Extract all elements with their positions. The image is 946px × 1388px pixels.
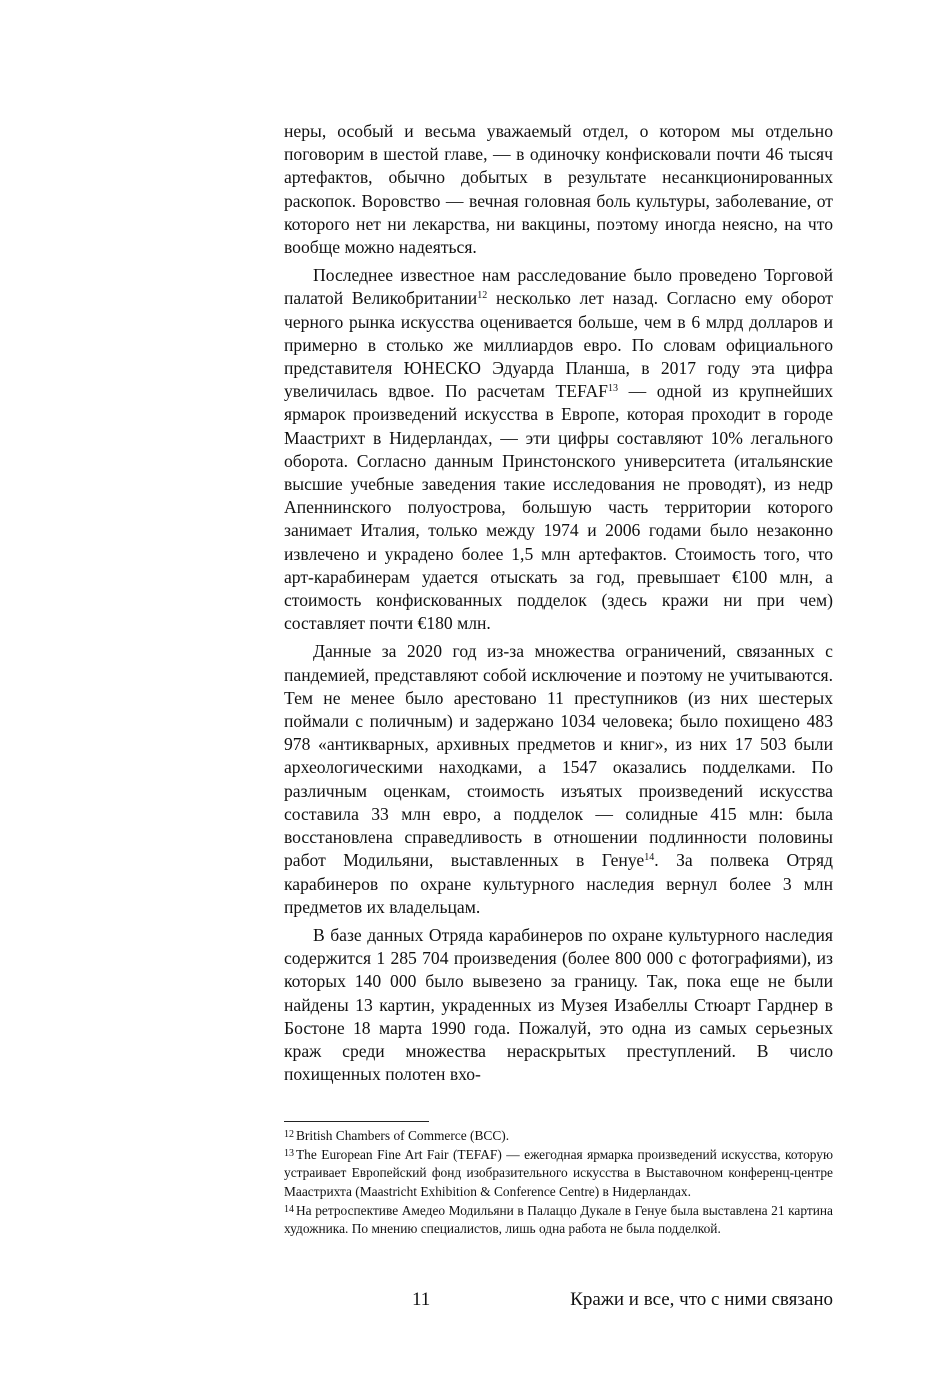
paragraph [284, 120, 833, 259]
footnote-text: На ретроспективе Амедео Модильяни в Палаццо Дукале в Генуе была выставлена 21 картина художника. По мнению специалистов, лишь одна работа не была подделкой. [284, 1202, 833, 1237]
footnote-reference[interactable]: 12 [477, 290, 488, 302]
main-text [284, 120, 833, 1086]
footnote-reference[interactable]: 14 [644, 852, 655, 864]
footnote [284, 1126, 833, 1145]
paragraph-text: — одной из крупнейших ярмарок произведений искусства в Европе, которая проходит в городе Маастрихт в Нидерландах, — эти цифры составляют 10% легального оборота. Согласно данным Принстонского университета (итальянские высшие учебные заведения такие исследования не проводят), из недр Апеннинского полуострова, большую часть территории которого занимает Италия, только между 1974 и 2006 годами было незаконно извлечено и украдено более 1,5 млн артефактов. Стоимость того, что арт-карабинерам удается отыскать за год, превышает €100 млн, а стоимость конфискованных подделок (здесь кражи ни при чем) составляет почти €180 млн. [284, 381, 833, 634]
page-number: 11 [412, 1289, 431, 1310]
footnote [284, 1201, 833, 1238]
paragraph-text: Данные за 2020 год из-за множества ограничений, связанных с пандемией, представляют собой исключение и поэтому не учитываются. Тем не менее было арестовано 11 преступников (из них шестерых поймали с поличным) и задержано 1034 человека; было похищено 483 978 «антикварных, архивных предметов и книг», из них 17 503 были археологическими находками, а 1547 оказались подделками. По различным оценкам, стоимость изъятых произведений искусства составила 33 млн евро, а подделок — солидные 415 млн: была восстановлена справедливость в отношении подлинности половины работ Модильяни, выставленных в Генуе [284, 641, 833, 871]
paragraph-text: несколько лет назад. Согласно ему оборот черного рынка искусства оценивается больше, чем в 6 млрд долларов и примерно в столько же миллиардов евро. По словам официального представителя ЮНЕСКО Эдуарда Планша, в 2017 году эта цифра увеличилась вдвое. По расчетам TEFAF [284, 288, 833, 402]
footnote-number: 12 [284, 1129, 294, 1140]
footnotes [284, 1126, 833, 1238]
footnote-number: 13 [284, 1148, 294, 1160]
footnote-separator [284, 1121, 429, 1122]
paragraph-text: неры, особый и весьма уважаемый отдел, о котором мы отдельно поговорим в шестой главе, — в одиночку конфисковали почти 46 тысяч артефактов, обычно добытых в результате несанкционированных раскопок. Воровство — вечная головная боль культуры, заболевание, от которого нет ни лекарства, ни вакцины, поэтому иногда неясно, на что вообще можно надеяться. [284, 121, 833, 258]
footnote-text: The European Fine Art Fair (TEFAF) — ежегодная ярмарка произведений искусства, которую устраивает Европейский фонд изобразительного искусства в Выставочном конференц-центре Маастрихта (Maastricht Exhibition & Conference Centre) в Нидерландах. [284, 1147, 833, 1199]
paragraph [284, 264, 833, 635]
footnote-number: 14 [284, 1203, 294, 1215]
paragraph [284, 924, 833, 1086]
footnote [284, 1145, 833, 1201]
paragraph [284, 640, 833, 918]
footnote-reference[interactable]: 13 [607, 383, 618, 395]
paragraph-text: . За полвека Отряд карабинеров по охране культурного наследия вернул более 3 млн предметов их владельцам. [284, 850, 834, 917]
paragraph-text: Последнее известное нам расследование было проведено Торговой палатой Великобритании [284, 265, 833, 309]
paragraph-text: В базе данных Отряда карабинеров по охране культурного наследия содержится 1 285 704 произведения (более 800 000 с фотографиями), из которых 140 000 было вывезено за границу. Так, пока еще не были найдены 13 картин, украденных из Музея Изабеллы Стюарт Гарднер в Бостоне 18 марта 1990 года. Пожалуй, это одна из самых серьезных краж среди множества нераскрытых преступлений. В число похищенных полотен вхо- [284, 924, 833, 1085]
footnote-text: British Chambers of Commerce (BCC). [296, 1128, 510, 1143]
running-title: Кражи и все, что с ними связано [570, 1289, 833, 1310]
